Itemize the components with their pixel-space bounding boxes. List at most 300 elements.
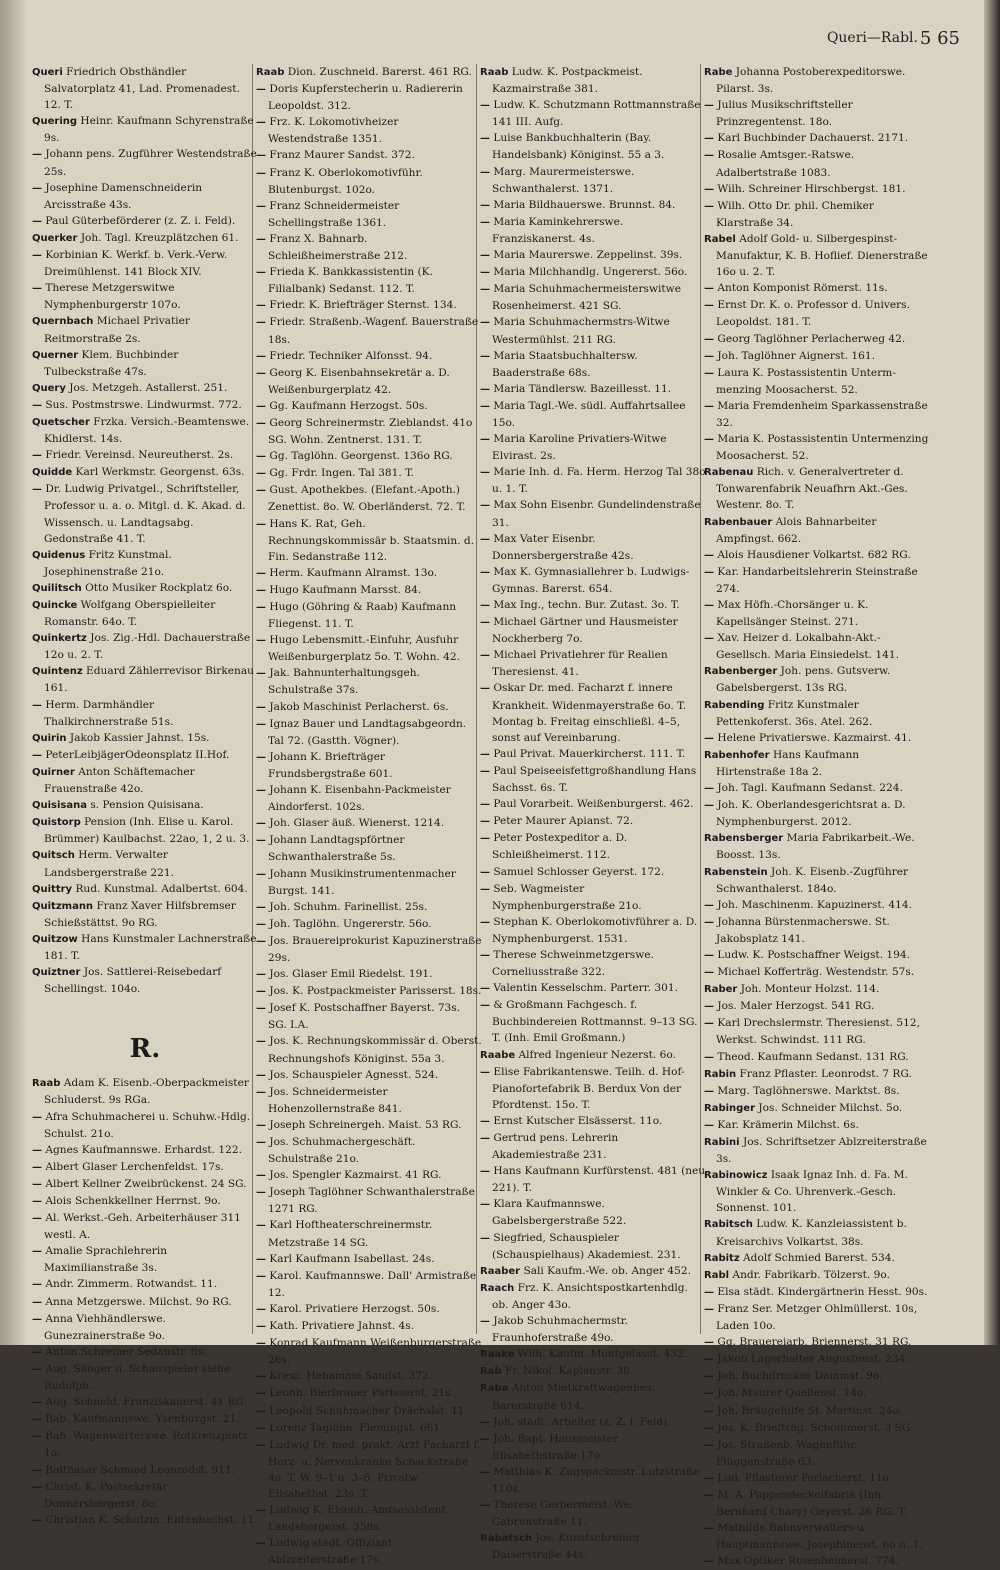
- directory-entry: [256, 231, 482, 264]
- directory-entry: [32, 797, 258, 814]
- entry-details: Max Vater Eisenbr. Donnersbergerstraße 42s.: [492, 532, 634, 562]
- entry-details: Max Höfh.-Chorsänger u. K. Kapellsänger Steinst. 271.: [716, 599, 869, 629]
- entry-surname: Rabitsch: [704, 1219, 753, 1231]
- entry-surname: —: [256, 167, 266, 179]
- entry-surname: —: [480, 533, 490, 545]
- directory-entry: [256, 1033, 482, 1066]
- entry-surname: —: [256, 150, 266, 162]
- entry-details: Jos. Schriftsetzer Ablzreiterstraße 3s.: [716, 1136, 927, 1166]
- directory-entry: [256, 1318, 482, 1335]
- directory-entry: [704, 64, 930, 97]
- entry-surname: —: [256, 668, 266, 680]
- directory-entry: [704, 1385, 930, 1402]
- entry-surname: —: [256, 1338, 266, 1350]
- entry-details: Paul Speiseeisfettgroßhandlung Hans Sachsst. 6s. T.: [492, 764, 697, 795]
- entry-details: Siegfried, Schauspieler (Schauspielhaus) Akademiest. 231.: [492, 1231, 681, 1261]
- entry-details: Oskar Dr. med. Facharzt f. innere Krankheit. Widenmayerstraße 6o. T. Montag b. Freitag einschließl. 4–5, sonst auf Vereinbarung.: [492, 682, 686, 744]
- entry-details: Paul Güterbeförderer (z. Z. i. Feld).: [45, 214, 236, 227]
- directory-entry: [32, 380, 258, 397]
- directory-entry: [256, 1217, 482, 1250]
- entry-surname: Rabenberger: [704, 666, 778, 678]
- directory-entry: [704, 1420, 930, 1437]
- directory-entry: [704, 464, 930, 513]
- directory-entry: [32, 697, 258, 730]
- entry-details: Mathilde Bahnverwalters-u. Hauptmannswe. Josephinenst. 6o u. 1.: [716, 1522, 923, 1552]
- directory-entry: [704, 663, 930, 696]
- entry-surname: —: [32, 283, 42, 295]
- entry-details: Marie Inh. d. Fa. Herm. Herzog Tal 38o u. 1. T.: [492, 466, 706, 496]
- directory-entry: [32, 1159, 258, 1176]
- entry-surname: —: [704, 333, 714, 345]
- directory-entry: [480, 381, 706, 398]
- entry-surname: —: [704, 100, 714, 112]
- entry-surname: —: [256, 1538, 266, 1550]
- entry-details: Albert Glaser Lerchenfeldst. 17s.: [45, 1160, 224, 1173]
- directory-entry: [256, 599, 482, 632]
- entry-surname: —: [32, 699, 42, 711]
- entry-details: Amalie Sprachlehrerin Maximilianstraße 3s.: [44, 1245, 168, 1275]
- directory-entry: [704, 1351, 930, 1368]
- entry-surname: —: [480, 748, 490, 760]
- directory-entry: [704, 1284, 930, 1301]
- directory-entry: [32, 881, 258, 898]
- directory-entry: [704, 1134, 930, 1167]
- entry-details: Frz. K. Lokomotivheizer Westendstraße 1351.: [268, 116, 399, 146]
- entry-surname: —: [704, 1405, 714, 1417]
- entry-details: Klara Kaufmannswe. Gabelsbergerstraße 522.: [492, 1198, 627, 1228]
- directory-entry: [704, 1049, 930, 1066]
- entry-surname: —: [256, 718, 266, 730]
- entry-surname: —: [256, 117, 266, 129]
- entry-details: Maria K. Postassistentin Untermenzing Moosacherst. 52.: [716, 433, 929, 463]
- entry-details: Maria Staatsbuchhaltersw. Baaderstraße 68s.: [492, 349, 638, 379]
- entry-surname: —: [704, 783, 714, 795]
- directory-entry: [704, 1368, 930, 1385]
- directory-entry: [256, 1368, 482, 1385]
- directory-entry: [32, 597, 258, 630]
- entry-surname: —: [480, 1466, 490, 1478]
- directory-entry: [256, 966, 482, 983]
- directory-entry: [256, 1000, 482, 1033]
- directory-entry: [32, 113, 258, 146]
- entry-details: & Großmann Fachgesch. f. Buchbindereien Rottmannst. 9–13 SG. T. (Inh. Emil Großmann.): [492, 999, 698, 1045]
- entry-surname: —: [256, 300, 266, 312]
- entry-surname: —: [32, 250, 42, 262]
- entry-details: Joh. pens. Gutsverw. Gabelsbergerst. 13s RG.: [716, 665, 891, 695]
- entry-details: Jos. K. Postpackmeister Parisserst. 18s.: [269, 985, 482, 998]
- entry-details: Franz X. Bahnarb. Schleißheimerstraße 212.: [268, 232, 408, 263]
- directory-entry: [704, 864, 930, 897]
- directory-entry: [480, 1346, 706, 1363]
- directory-entry: [704, 280, 930, 297]
- entry-details: Maria Schuhmachermstrs-Witwe Westermühlst. 211 RG.: [492, 316, 670, 346]
- entry-details: Ludw. K. Schutzmann Rottmannstraße 141 III. Aufg.: [492, 99, 701, 129]
- directory-entry: [256, 1437, 482, 1502]
- entry-surname: —: [32, 1346, 42, 1358]
- entry-surname: —: [480, 617, 490, 629]
- directory-entry: [256, 565, 482, 582]
- entry-details: Ludw. K. Postpackmeist. Kazmairstraße 381.: [492, 66, 643, 96]
- entry-surname: —: [256, 350, 266, 362]
- entry-details: Karl Buchbinder Dachauerst. 2171.: [717, 132, 909, 145]
- directory-entry: [704, 797, 930, 830]
- directory-entry: [480, 197, 706, 214]
- directory-entry: [480, 1113, 706, 1130]
- entry-surname: —: [32, 1414, 42, 1426]
- entry-details: Anton Mietkraftwagenbes. Barerstraße 614.: [492, 1382, 655, 1412]
- entry-details: Friedr. Vereinsd. Neureutherst. 2s.: [45, 449, 234, 462]
- entry-surname: —: [32, 1111, 42, 1123]
- entry-surname: —: [704, 1303, 714, 1315]
- directory-entry: [480, 980, 706, 997]
- directory-entry: [704, 1470, 930, 1487]
- directory-entry: [704, 365, 930, 398]
- entry-surname: Query: [32, 382, 66, 394]
- directory-entry: [32, 1276, 258, 1293]
- entry-surname: —: [704, 133, 714, 145]
- entry-details: Karol. Privatiere Herzogst. 50s.: [269, 1302, 440, 1315]
- entry-details: Alfred Ingenieur Nezerst. 6o.: [518, 1048, 676, 1061]
- entry-details: Lorenz Taglöhn. Flemingst. 661.: [269, 1421, 444, 1434]
- directory-entry: [480, 1047, 706, 1064]
- directory-entry: [256, 1268, 482, 1301]
- entry-details: Hans K. Rat, Geh. Rechnungskommissär b. Staatsmin. d. Fin. Sedanstraße 112.: [268, 517, 475, 563]
- entry-details: Stephan K. Oberlokomotivführer a. D. Nymphenburgerst. 1531.: [492, 915, 698, 945]
- directory-entry: [32, 898, 258, 931]
- entry-surname: —: [256, 602, 266, 613]
- entry-surname: —: [256, 1439, 266, 1451]
- entry-details: Peter Maurer Apianst. 72.: [493, 815, 634, 828]
- entry-details: Frieda K. Bankkassistentin (K. Filialbank) Sedanst. 112. T.: [268, 266, 433, 296]
- entry-details: Johann Musikinstrumentenmacher Burgst. 141.: [268, 867, 456, 897]
- entry-surname: Rabe: [704, 67, 733, 78]
- entry-details: Christ. K. Postsekretär Donnersbergerst. 8o.: [44, 1480, 168, 1510]
- directory-entry: [256, 114, 482, 147]
- directory-entry: [32, 397, 258, 414]
- entry-surname: Quernbach: [32, 316, 94, 328]
- entry-details: Laura K. Postassistentin Untermmenzing Moosacherst. 52.: [716, 366, 896, 396]
- entry-details: Kar. Krämerin Milchst. 6s.: [717, 1118, 859, 1131]
- entry-surname: —: [256, 84, 266, 96]
- entry-surname: —: [480, 267, 490, 279]
- entry-surname: —: [256, 584, 266, 596]
- entry-details: Gg. Frdr. Ingen. Tal 381. T.: [269, 467, 414, 480]
- directory-entry: [704, 1216, 930, 1249]
- entry-surname: Quitzmann: [32, 900, 94, 912]
- directory-entry: [704, 830, 930, 863]
- entry-surname: Rabinowicz: [704, 1170, 768, 1182]
- directory-entry: [256, 465, 482, 482]
- directory-entry: [32, 347, 258, 380]
- directory-entry: [32, 730, 258, 747]
- entry-surname: Quidde: [32, 467, 73, 479]
- directory-entry: [256, 516, 482, 565]
- directory-entry: [256, 348, 482, 365]
- entry-details: Ernst Kutscher Elsässerst. 11o.: [493, 1114, 663, 1127]
- directory-entry: [256, 1251, 482, 1268]
- entry-details: Klem. Buchbinder Tulbeckstraße 47s.: [44, 348, 179, 378]
- directory-entry: [32, 447, 258, 464]
- entry-details: Jakob Maschinist Perlacherst. 6s.: [269, 700, 449, 713]
- entry-surname: —: [704, 967, 714, 979]
- entry-surname: —: [704, 1371, 714, 1383]
- entry-surname: —: [704, 899, 714, 911]
- directory-entry: [480, 564, 706, 597]
- entry-details: Jos. Brauereiprokurist Kapuzinerstraße 29s.: [268, 934, 482, 964]
- entry-surname: —: [256, 317, 266, 329]
- entry-surname: Querker: [32, 232, 78, 244]
- directory-entry: [704, 1301, 930, 1334]
- entry-surname: Rabel: [704, 233, 736, 245]
- directory-entry: [480, 264, 706, 281]
- entry-details: Jakob Lagerhalter Augustenst. 234.: [717, 1353, 909, 1366]
- directory-entry: [704, 914, 930, 947]
- entry-surname: —: [256, 1371, 266, 1383]
- directory-entry: [480, 314, 706, 347]
- entry-details: Heinr. Kaufmann Schyrenstraße 9s.: [44, 115, 254, 145]
- entry-surname: Raake: [480, 1349, 515, 1361]
- entry-surname: —: [32, 1514, 42, 1526]
- entry-surname: Quiztner: [32, 967, 81, 979]
- entry-surname: Quincke: [32, 600, 78, 611]
- entry-details: Valentin Kesselschm. Parterr. 301.: [493, 982, 678, 995]
- entry-surname: —: [256, 1003, 266, 1015]
- directory-entry: [480, 947, 706, 980]
- directory-entry: [480, 1196, 706, 1229]
- entry-surname: Quisisana: [32, 800, 87, 812]
- entry-surname: —: [480, 866, 490, 878]
- entry-details: Adam K. Eisenb.-Oberpackmeister Schluderst. 9s RGa.: [44, 1077, 249, 1107]
- directory-entry: [480, 464, 706, 497]
- directory-entry: [704, 398, 930, 431]
- directory-entry: [480, 1530, 706, 1563]
- column-4: [704, 64, 930, 1568]
- entry-surname: —: [704, 434, 714, 446]
- entry-surname: —: [256, 1505, 266, 1517]
- entry-surname: —: [256, 918, 266, 930]
- directory-entry: [256, 448, 482, 465]
- entry-details: Friedr. K. Briefträger Sternst. 134.: [269, 299, 457, 312]
- directory-entry: [480, 214, 706, 247]
- entry-surname: Rabending: [704, 699, 765, 711]
- entry-surname: Quirner: [32, 766, 75, 778]
- directory-entry: [480, 1263, 706, 1280]
- entry-details: Leopold Schuhmacher Drächslst. 11.: [269, 1404, 468, 1417]
- entry-surname: Querner: [32, 349, 79, 361]
- directory-entry: [32, 230, 258, 247]
- directory-entry: [256, 1502, 482, 1535]
- entry-details: Marg. Maurermeisterswe. Schwanthalerst. 1371.: [492, 165, 635, 195]
- directory-entry: [480, 1313, 706, 1346]
- entry-surname: —: [32, 1246, 42, 1258]
- directory-entry: [256, 866, 482, 899]
- entry-surname: —: [480, 1416, 490, 1428]
- entry-surname: —: [704, 1085, 714, 1097]
- entry-details: Fritz Kunstmaler Pettenkoferst. 36s. Atel. 262.: [716, 698, 873, 728]
- directory-entry: [32, 1512, 258, 1529]
- entry-surname: —: [704, 1472, 714, 1484]
- directory-entry: [480, 614, 706, 647]
- directory-entry: [480, 1280, 706, 1313]
- entry-details: Franz Xaver Hilfsbremser Schießstättst. 9o RG.: [44, 899, 236, 929]
- entry-details: Michael Kofferträg. Westendstr. 57s.: [717, 966, 915, 979]
- entry-details: Joh. Bapt. Hausmeister Elisabethstraße 17o.: [492, 1432, 618, 1462]
- directory-entry: [704, 130, 930, 147]
- entry-details: Balthasar Schmied Leonrodst. 911.: [45, 1463, 236, 1476]
- entry-surname: —: [480, 1316, 490, 1328]
- directory-entry: [704, 897, 930, 914]
- entry-details: Wolfgang Oberspielleiter Romanstr. 64o. T.: [44, 599, 216, 629]
- entry-surname: Raab: [32, 1078, 61, 1090]
- entry-details: Sus. Postmstrswe. Lindwurmst. 772.: [45, 398, 242, 411]
- entry-surname: Raach: [480, 1282, 515, 1294]
- entry-details: Friedr. Techniker Alfonsst. 94.: [269, 349, 433, 362]
- entry-details: Jos. Spengler Kazmairst. 41 RG.: [269, 1169, 442, 1182]
- entry-details: Isaak Ignaz Inh. d. Fa. M. Winkler & Co. Uhrenverk.-Gesch. Sonnenst. 101.: [716, 1169, 908, 1215]
- entry-details: Joh. Buchdrucker Dammst. 9o.: [717, 1370, 883, 1383]
- entry-surname: —: [256, 785, 266, 797]
- entry-surname: Rabl: [704, 1269, 730, 1281]
- entry-surname: Rabinger: [704, 1102, 756, 1114]
- entry-surname: —: [256, 818, 266, 830]
- entry-details: Fritz Kunstmal. Josephinenstraße 21o.: [44, 548, 172, 578]
- directory-entry: [256, 782, 482, 815]
- entry-surname: —: [704, 732, 714, 744]
- directory-entry: [32, 1411, 258, 1428]
- entry-surname: —: [32, 1213, 42, 1225]
- entry-surname: Raaber: [480, 1265, 521, 1277]
- directory-entry: [256, 415, 482, 448]
- directory-entry: [480, 796, 706, 813]
- directory-entry: [256, 81, 482, 114]
- directory-entry: [480, 247, 706, 264]
- entry-details: Maria Kaminkehrerswe. Franziskanerst. 4s.: [492, 215, 624, 245]
- entry-details: Jos. Schuhmachergeschäft. Schulstraße 21o.: [268, 1136, 416, 1166]
- entry-surname: —: [480, 216, 490, 228]
- entry-details: Otto Musiker Rockplatz 6o.: [85, 581, 233, 594]
- directory-entry: [480, 680, 706, 745]
- directory-entry: [480, 97, 706, 130]
- entry-surname: —: [480, 166, 490, 178]
- entry-surname: —: [704, 150, 714, 162]
- entry-details: Joh. Bräugehilfe St. Martinst. 24o.: [717, 1404, 903, 1417]
- entry-details: Hugo Kaufmann Marsst. 84.: [269, 583, 422, 596]
- entry-surname: —: [480, 983, 490, 995]
- directory-entry: [256, 815, 482, 832]
- entry-details: Franz Maurer Sandst. 372.: [269, 149, 415, 162]
- entry-surname: —: [256, 1253, 266, 1265]
- directory-entry: [32, 1344, 258, 1361]
- entry-details: Hans Kaufmann Hirtenstraße 18a 2.: [716, 748, 860, 778]
- entry-details: Alois Schenkkellner Herrnst. 9o.: [45, 1195, 221, 1207]
- entry-surname: —: [480, 833, 490, 845]
- entry-surname: —: [480, 916, 490, 928]
- entry-details: Franz Pflaster. Leonrodst. 7 RG.: [739, 1067, 912, 1080]
- entry-surname: —: [480, 199, 490, 211]
- entry-details: Dion. Zuschneid. Barerst. 461 RG.: [287, 66, 472, 78]
- directory-entry: [480, 830, 706, 863]
- entry-surname: —: [32, 1296, 42, 1308]
- entry-surname: —: [480, 949, 490, 961]
- entry-details: Jos. Schneidermeister Hohenzollernstraße 841.: [268, 1085, 402, 1115]
- entry-details: Joh. K. Oberlandesgerichtsrat a. D. Nymphenburgerst. 2012.: [716, 799, 906, 829]
- directory-entry: [32, 64, 258, 113]
- entry-details: Agnes Kaufmannswe. Erhardst. 122.: [45, 1143, 242, 1156]
- entry-details: Anton Schreiner Sedanstr. 8s.: [45, 1345, 207, 1358]
- entry-details: Konrad Kaufmann Weißenburgerstraße 26s.: [268, 1337, 482, 1367]
- directory-entry: [32, 146, 258, 179]
- entry-surname: —: [704, 183, 714, 195]
- directory-entry: [32, 481, 258, 546]
- entry-surname: —: [480, 284, 490, 296]
- directory-entry: [704, 1066, 930, 1083]
- page-header: [0, 30, 970, 54]
- directory-entry: [32, 1361, 258, 1394]
- directory-entry: [32, 414, 258, 447]
- directory-entry: [704, 564, 930, 597]
- entry-details: Joh. Maurer Quellenst. 14o.: [717, 1387, 867, 1400]
- entry-details: Afra Schuhmacherei u. Schuhw.-Hdlg. Schulst. 21o.: [44, 1110, 251, 1140]
- entry-details: Maria Fabrikarbeit.-We. Boosst. 13s.: [716, 832, 915, 862]
- entry-details: Franz Ser. Metzger Ohlmüllerst. 10s, Laden 10o.: [716, 1302, 918, 1333]
- entry-surname: Rabenhofer: [704, 749, 770, 761]
- directory-entry: [704, 1487, 930, 1520]
- directory-entry: [32, 814, 258, 847]
- directory-entry: [32, 1294, 258, 1311]
- entry-surname: —: [256, 901, 266, 913]
- entry-surname: —: [256, 751, 266, 763]
- entry-details: PeterLeibjägerOdeonsplatz II.Hof.: [45, 748, 230, 761]
- directory-entry: [480, 431, 706, 464]
- directory-entry: [480, 1414, 706, 1431]
- directory-entry: [32, 280, 258, 313]
- entry-details: Aug. Schneid. Franziskanerst. 41 RG.: [45, 1396, 247, 1409]
- entry-surname: —: [480, 1433, 490, 1445]
- directory-entry: [704, 331, 930, 348]
- entry-details: Alois Hausdiener Volkartst. 682 RG.: [717, 548, 911, 561]
- entry-details: Franz Schneidermeister Schellingstraße 1361.: [268, 199, 400, 229]
- entry-details: Eduard Zählerrevisor Birkenau 161.: [44, 665, 254, 695]
- entry-details: Therese Gerbermeist.-We. Gabrunstraße 11.: [492, 1499, 634, 1529]
- directory-entry: [256, 716, 482, 749]
- entry-details: Marg. Taglöhnerswe. Marktst. 8s.: [717, 1084, 900, 1097]
- entry-details: Sali Kaufm.-We. ob. Anger 452.: [523, 1264, 692, 1277]
- directory-entry: [704, 998, 930, 1015]
- entry-surname: Quistorp: [32, 817, 81, 829]
- entry-surname: —: [256, 267, 266, 279]
- entry-surname: —: [256, 1405, 266, 1417]
- entry-surname: Rabensberger: [704, 833, 784, 845]
- entry-details: Wilh. Kaufm. Montgelasst. 432.: [517, 1348, 688, 1361]
- entry-surname: —: [256, 1036, 266, 1048]
- entry-details: Hans Kunstmaler Lachnerstraße 181. T.: [44, 932, 257, 962]
- directory-entry: [32, 931, 258, 964]
- directory-entry: [256, 1134, 482, 1167]
- directory-entry: [32, 1176, 258, 1193]
- entry-surname: Raab: [256, 67, 285, 78]
- directory-entry: [32, 1394, 258, 1411]
- entry-surname: —: [480, 600, 490, 611]
- entry-details: Lud. Pflasterer Perlacherst. 11o.: [717, 1471, 893, 1484]
- entry-surname: —: [32, 1161, 42, 1173]
- entry-surname: —: [480, 650, 490, 662]
- directory-entry: [480, 531, 706, 564]
- directory-entry: [32, 1311, 258, 1344]
- entry-details: Kar. Handarbeitslehrerin Steinstraße 274.: [716, 565, 918, 595]
- entry-surname: —: [704, 367, 714, 379]
- entry-details: Ludw. K. Kanzleiassistent b. Kreisarchivs Volkartst. 38s.: [716, 1218, 907, 1248]
- entry-surname: Quintenz: [32, 666, 83, 678]
